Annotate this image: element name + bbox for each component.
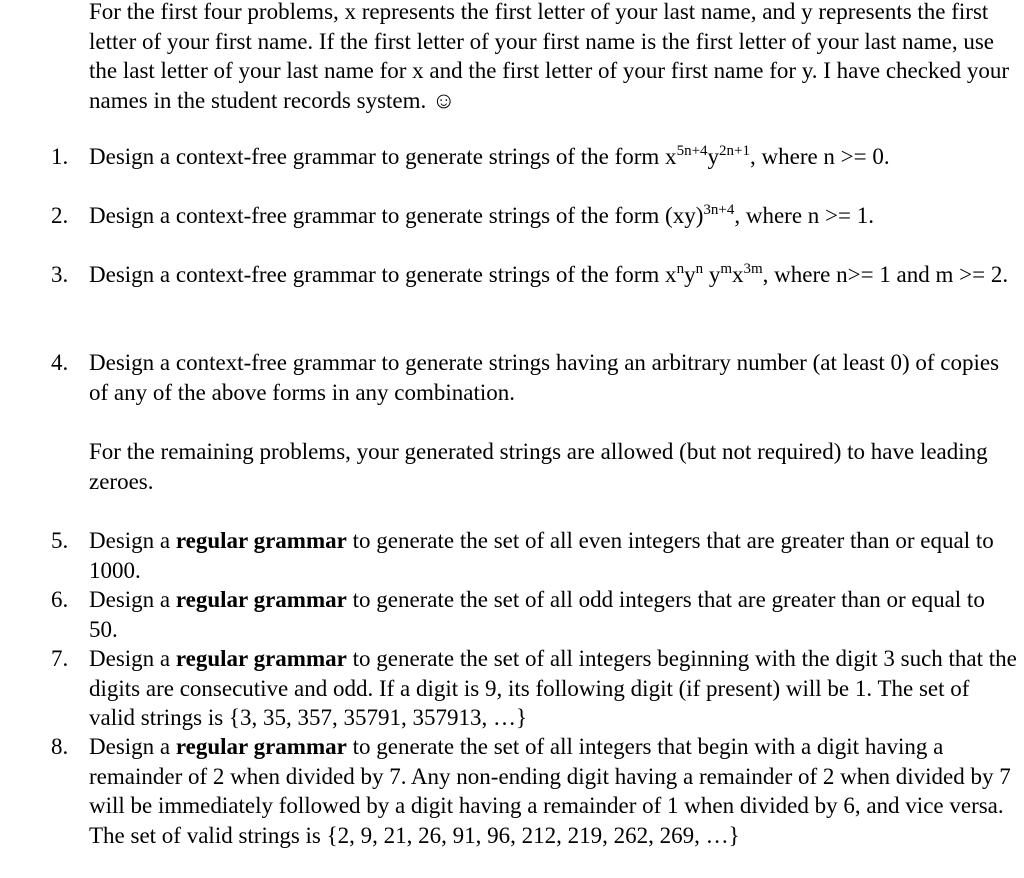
problem-text-after: , where n>= 1 and m >= 2. bbox=[762, 262, 1009, 287]
problem-text-before: Design a bbox=[89, 646, 176, 671]
problem-number: 6. bbox=[51, 587, 69, 612]
problem-text-mid: x bbox=[731, 262, 744, 287]
problem-text-after: to generate the set of all odd integers that are greater than or equal to 50. bbox=[89, 587, 985, 642]
problem-text-mid: y bbox=[703, 262, 721, 287]
problem-text-before: Design a context-free grammar to generate strings of the form x bbox=[89, 144, 677, 169]
problem-number: 2. bbox=[51, 203, 69, 228]
problem-text-mid: y bbox=[707, 144, 720, 169]
problem-number: 7. bbox=[51, 646, 69, 671]
exponent: n bbox=[676, 261, 685, 277]
intro-paragraph: For the first four problems, x represents the first letter of your last name, and y represents the first letter of your first name. If the first letter of your first name is the first letter of your last name, use the last letter of your last name for x and the first letter of your first name for y. I have checked your names in the student records system. ☺ bbox=[89, 0, 1010, 113]
problem-number: 4. bbox=[51, 350, 69, 375]
problem-number: 8. bbox=[51, 734, 69, 759]
remaining-note: For the remaining problems, your generated strings are allowed (but not required) to have leading zeroes. bbox=[89, 439, 988, 494]
exponent: 5n+4 bbox=[676, 143, 708, 159]
problem-text: Design a context-free grammar to generate strings having an arbitrary number (at least 0) of copies of any of the above forms in any combination. bbox=[89, 350, 1000, 405]
problem-text-after: , where n >= 1. bbox=[734, 203, 874, 228]
problem-text-before: Design a context-free grammar to generate strings of the form x bbox=[89, 262, 677, 287]
problem-text bbox=[89, 260, 1017, 290]
exponent: n bbox=[695, 261, 704, 277]
exponent: 3m bbox=[743, 261, 763, 277]
exponent: 2n+1 bbox=[719, 143, 750, 159]
exponent: m bbox=[720, 261, 732, 277]
problem-text bbox=[89, 201, 1017, 231]
exponent: 3n+4 bbox=[703, 202, 735, 218]
problem-text bbox=[89, 526, 1017, 585]
problem-text-after: , where n >= 0. bbox=[750, 144, 890, 169]
problem-text-mid: y bbox=[684, 262, 696, 287]
problem-text-before: Design a context-free grammar to generate strings of the form (xy) bbox=[89, 203, 704, 228]
problem-text bbox=[89, 142, 1017, 172]
emphasis-regular-grammar: regular grammar bbox=[175, 646, 347, 671]
problem-text-after: to generate the set of all even integers that are greater than or equal to 1000. bbox=[89, 528, 994, 583]
problem-text bbox=[89, 585, 1017, 644]
problem-text-before: Design a bbox=[89, 528, 176, 553]
problem-number: 5. bbox=[51, 528, 69, 553]
problem-text bbox=[89, 644, 1017, 733]
problem-number: 1. bbox=[51, 144, 69, 169]
problem-text-before: Design a bbox=[89, 734, 176, 759]
emphasis-regular-grammar: regular grammar bbox=[175, 528, 347, 553]
problem-number: 3. bbox=[51, 262, 69, 287]
problem-text bbox=[89, 732, 1017, 850]
problem-text-before: Design a bbox=[89, 587, 176, 612]
emphasis-regular-grammar: regular grammar bbox=[175, 587, 347, 612]
emphasis-regular-grammar: regular grammar bbox=[175, 734, 347, 759]
problem-text-after: to generate the set of all integers beginning with the digit 3 such that the digits are consecutive and odd. If a digit is 9, its following digit (if present) will be 1. The set of valid strings is {3, 35, 357, 35791, 357913, …} bbox=[89, 646, 1017, 730]
problem-text-after: to generate the set of all integers that begin with a digit having a remainder of 2 when divided by 7. Any non-ending digit having a remainder of 2 when divided by 7 will be immediately followed by a digit having a remainder of 1 when divided by 6, and vice versa. The set of valid strings is {2, 9, 21, 26, 91, 96, 212, 219, 262, 269, …} bbox=[89, 734, 1011, 848]
